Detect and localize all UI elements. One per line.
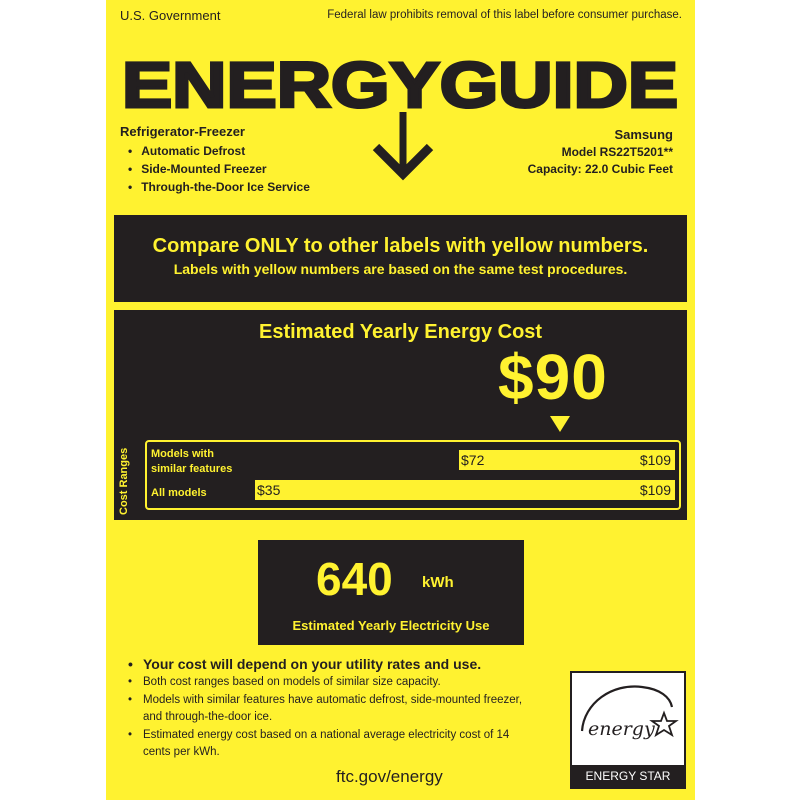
note-item: • Your cost will depend on your utility rates and use. [126, 655, 526, 674]
energyguide-label [106, 0, 695, 800]
electricity-value: 640 [316, 553, 393, 605]
feature-item: • Through-the-Door Ice Service [128, 178, 310, 196]
all-low: $35 [257, 482, 281, 498]
all-range-bar [255, 480, 675, 500]
electricity-panel [258, 540, 524, 645]
model-number: Model RS22T5201** [561, 144, 673, 159]
cost-pointer-icon [548, 414, 572, 434]
similar-low: $72 [461, 452, 485, 468]
energy-star-text: ENERGY STAR [572, 765, 684, 787]
similar-label-line2: similar features [151, 463, 233, 475]
electricity-unit: kWh [422, 574, 454, 591]
star-icon [652, 713, 676, 735]
energy-star-mark-icon [572, 673, 684, 763]
notes-list [126, 655, 526, 762]
capacity: Capacity: 22.0 Cubic Feet [527, 162, 673, 176]
cost-heading: Estimated Yearly Energy Cost [259, 321, 543, 343]
header-government: U.S. Government [120, 8, 221, 23]
energy-star-logo [570, 671, 686, 789]
cost-panel [114, 310, 687, 520]
similar-range-bar [459, 450, 675, 470]
compare-banner [114, 215, 687, 302]
all-high: $109 [639, 482, 671, 498]
energy-star-script: energy [588, 718, 655, 740]
note-item: • Estimated energy cost based on a national average electricity cost of 14 cents per kWh. [126, 727, 526, 762]
cost-ranges-label: Cost Ranges [118, 447, 130, 515]
product-type: Refrigerator-Freezer [120, 124, 245, 139]
manufacturer: Samsung [614, 127, 673, 142]
note-item: • Models with similar features have automatic defrost, side-mounted freezer, and through-the-door ice. [126, 692, 526, 727]
manufacturer-block [528, 126, 673, 179]
note-item: • Both cost ranges based on models of similar size capacity. [126, 674, 526, 692]
similar-models-label [151, 447, 232, 477]
compare-line-2: Labels with yellow numbers are based on the same test procedures. [173, 261, 628, 277]
header-notice: Federal law prohibits removal of this label before consumer purchase. [327, 9, 682, 21]
cost-value: $90 [498, 341, 608, 413]
page-title: ENERGYGUIDE [122, 49, 678, 121]
similar-label-line1: Models with [151, 448, 214, 460]
electricity-label: Estimated Yearly Electricity Use [292, 618, 490, 633]
feature-item: • Automatic Defrost [128, 142, 310, 160]
feature-list [128, 142, 310, 196]
similar-high: $109 [639, 452, 671, 468]
compare-line-1: Compare ONLY to other labels with yellow numbers. [152, 235, 649, 257]
feature-item: • Side-Mounted Freezer [128, 160, 310, 178]
cost-ranges-frame [145, 440, 681, 510]
ftc-link[interactable]: ftc.gov/energy [336, 767, 443, 786]
all-models-label: All models [151, 487, 207, 499]
